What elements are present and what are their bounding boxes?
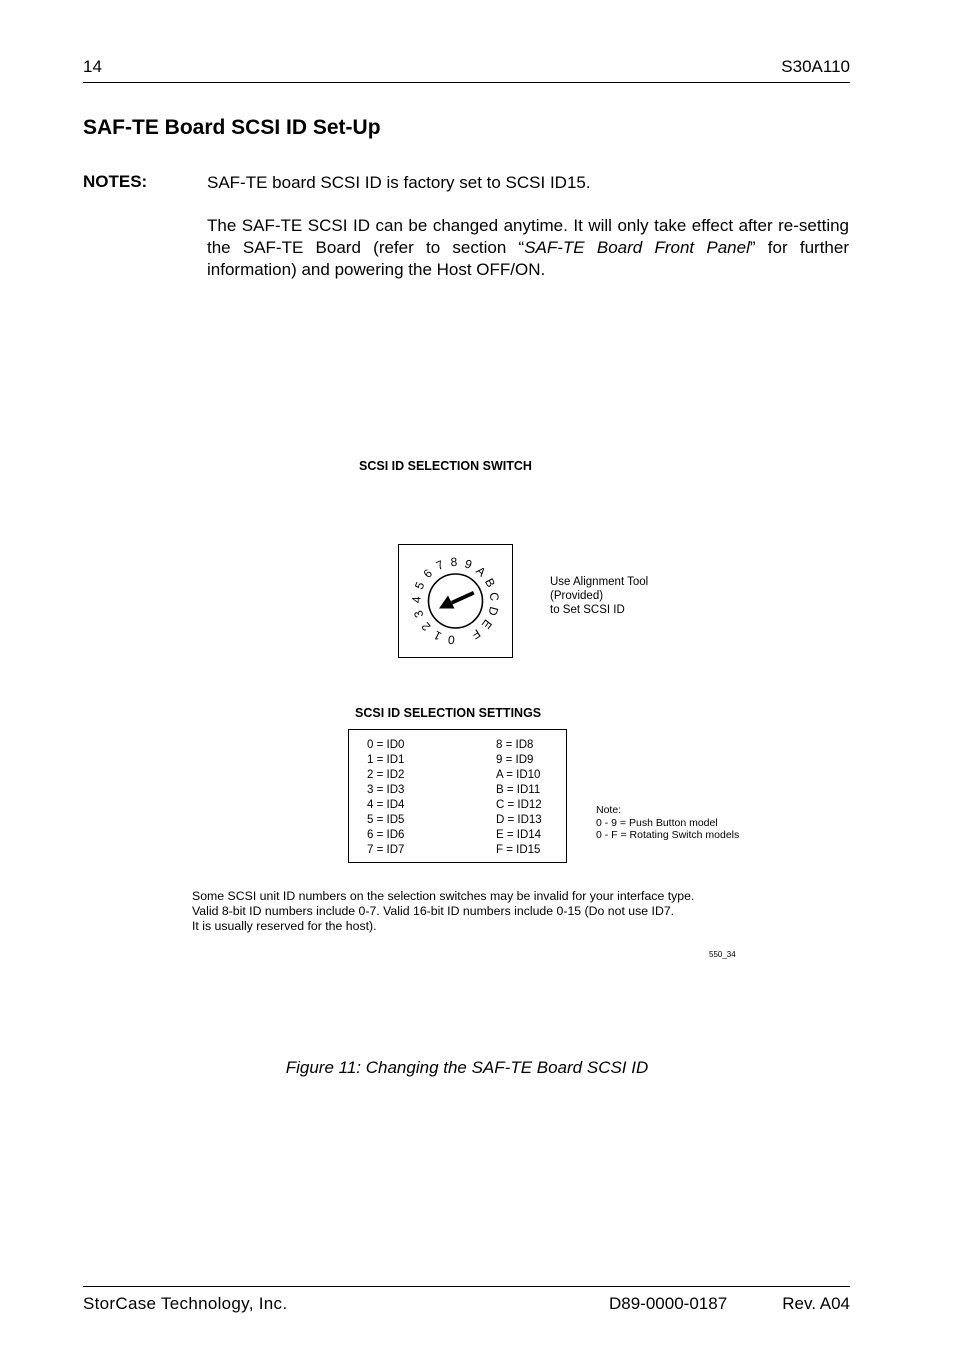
revision: Rev. A04 (782, 1294, 850, 1313)
setting-row: C = ID12 (496, 799, 542, 811)
setting-row: 0 = ID0 (367, 739, 405, 751)
dial-label: E (478, 616, 495, 632)
setting-row: D = ID13 (496, 814, 542, 826)
dial-label: F (469, 626, 483, 642)
warning-line: Some SCSI unit ID numbers on the selection switches may be invalid for your interface type. (192, 889, 695, 903)
figure-code: 550_34 (709, 950, 736, 959)
footer-rule (83, 1286, 850, 1287)
document-number: D89-0000-0187 (609, 1294, 728, 1313)
dial-label: 7 (433, 557, 446, 574)
tool-note-line: Use Alignment Tool (550, 576, 649, 588)
dial-label: A (473, 563, 489, 580)
setting-row: 4 = ID4 (367, 799, 405, 811)
section-reference: SAF-TE Board Front Panel (524, 238, 750, 257)
switch-heading: SCSI ID SELECTION SWITCH (359, 459, 532, 473)
rotary-switch (398, 544, 513, 658)
dial-label: 0 (447, 632, 456, 648)
model-note-line: Note: (596, 804, 622, 816)
dial-label: C (486, 591, 502, 602)
note-paragraph-2-text: The SAF-TE SCSI ID can be changed anytime. It will only take effect after re-setting the SAF-TE Board (refer to section “ (207, 216, 849, 257)
tool-note-line: (Provided) (550, 590, 604, 602)
setting-row: 8 = ID8 (496, 739, 534, 751)
settings-column-right (496, 738, 542, 858)
note-paragraph-2-text-end: ” for further information) and powering the Host OFF/ON. (207, 238, 849, 279)
section-title: SAF-TE Board SCSI ID Set-Up (83, 116, 381, 139)
model-note (596, 804, 739, 842)
settings-column-left (367, 738, 404, 858)
dial-arrow-shaft (451, 591, 475, 605)
dial-label: 2 (418, 619, 434, 634)
dial-label: 9 (462, 556, 474, 572)
setting-row: A = ID10 (496, 769, 541, 781)
note-paragraph-2 (207, 215, 849, 281)
setting-row: B = ID11 (496, 784, 541, 796)
dial-label: 5 (411, 579, 428, 592)
setting-row: 9 = ID9 (496, 754, 534, 766)
dial-label: 4 (409, 596, 424, 604)
setting-row: F = ID15 (496, 844, 541, 856)
model-note-line: 0 - F = Rotating Switch models (596, 829, 740, 841)
setting-row: 1 = ID1 (367, 754, 405, 766)
company-name: StorCase Technology, Inc. (83, 1294, 288, 1313)
id-warning (192, 889, 694, 934)
page-number: 14 (83, 57, 102, 76)
setting-row: 3 = ID3 (367, 784, 405, 796)
dial-label: 3 (411, 608, 427, 620)
figure-caption: Figure 11: Changing the SAF-TE Board SCSI ID (285, 1058, 649, 1077)
notes-label: NOTES: (83, 172, 148, 191)
warning-line: It is usually reserved for the host). (192, 919, 377, 933)
dial-label: D (485, 605, 502, 618)
settings-heading: SCSI ID SELECTION SETTINGS (355, 706, 542, 720)
dial-label: B (481, 575, 499, 590)
setting-row: 2 = ID2 (367, 769, 405, 781)
dial-label: 6 (420, 566, 436, 581)
setting-row: 6 = ID6 (367, 829, 405, 841)
note-paragraph-1: SAF-TE board SCSI ID is factory set to SCSI ID15. (207, 173, 591, 192)
setting-row: 7 = ID7 (367, 844, 405, 856)
tool-note (550, 575, 648, 617)
tool-note-line: to Set SCSI ID (550, 604, 625, 616)
settings-table (348, 729, 567, 863)
document-code: S30A110 (781, 57, 850, 76)
rotary-dial (399, 545, 512, 657)
setting-row: 5 = ID5 (367, 814, 405, 826)
model-note-line: 0 - 9 = Push Button model (596, 816, 718, 829)
dial-label: 1 (431, 627, 444, 644)
setting-row: E = ID14 (496, 829, 542, 841)
header-rule (83, 82, 850, 83)
warning-line: Valid 8-bit ID numbers include 0-7. Valid 16-bit ID numbers include 0-15 (Do not use ID7. (192, 904, 675, 918)
dial-label: 8 (450, 554, 458, 570)
